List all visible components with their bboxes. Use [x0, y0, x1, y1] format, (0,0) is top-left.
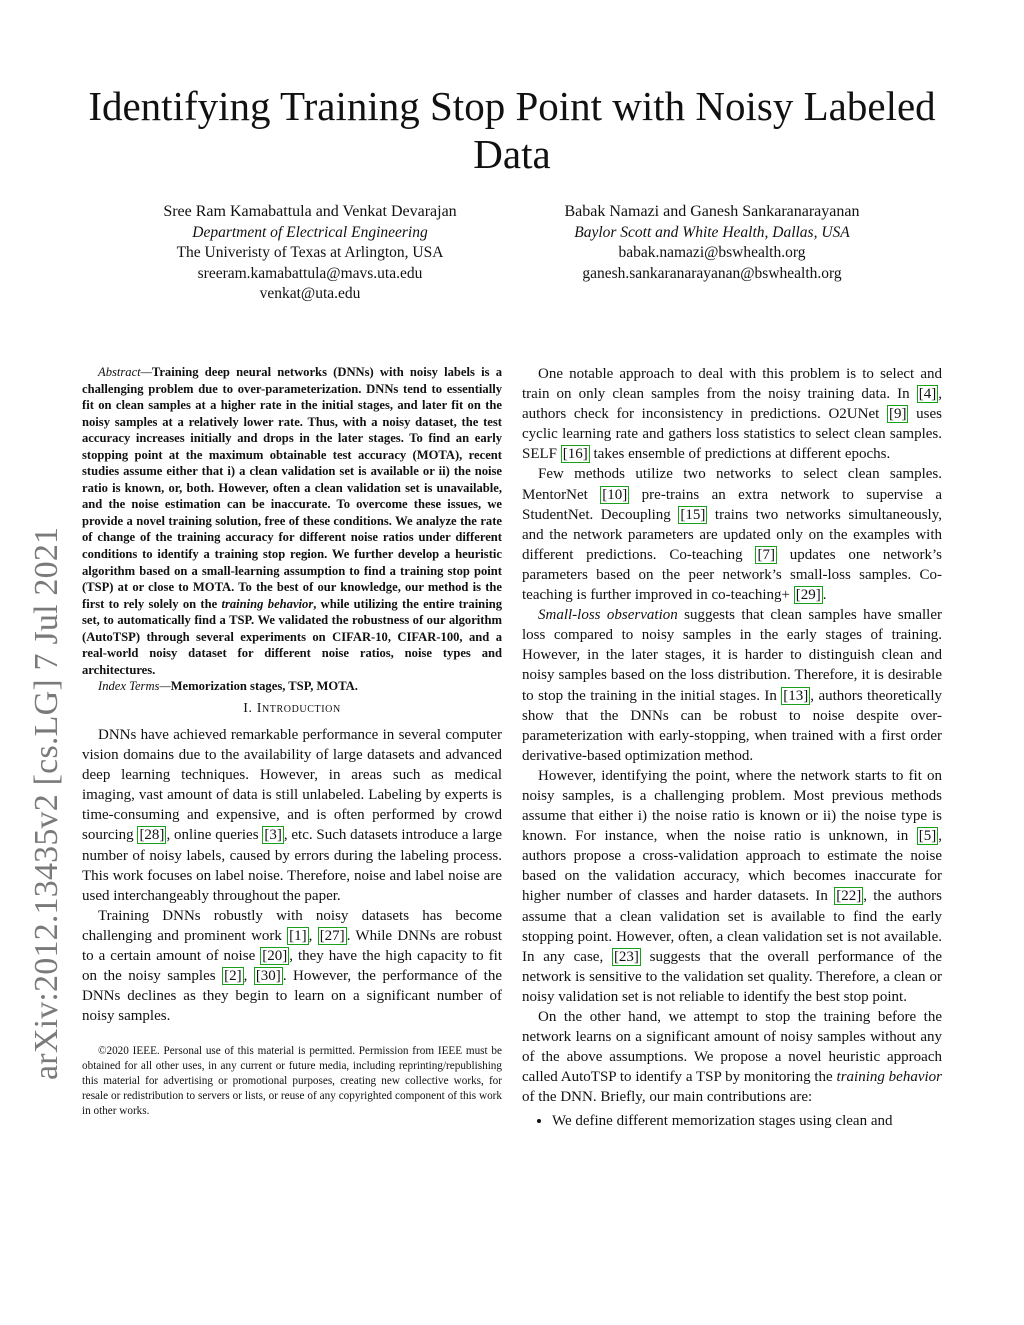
author-affil-left: The Univeristy of Texas at Arlington, USA: [176, 244, 444, 261]
citation-link[interactable]: [13]: [783, 687, 809, 704]
body-paragraph-4: [522, 766, 942, 1007]
text-run: , authors check for inconsistency in predictions. O2UNet: [522, 386, 942, 423]
text-run: ,: [308, 927, 318, 944]
author-dept-left: Department of Electrical Engineering: [192, 223, 428, 241]
text-run: , online queries: [166, 827, 263, 844]
text-run: ,: [243, 968, 254, 985]
emphasis-text: Small-loss observation: [538, 607, 678, 624]
intro-paragraph-2: [82, 906, 502, 1027]
text-run: .: [822, 587, 827, 604]
index-terms: [82, 678, 502, 695]
citation-link[interactable]: [23]: [613, 948, 639, 965]
text-run: , the authors assume that a clean validation set is available to find the early stopping point. However, often, a clean validation set is not available. In any case,: [522, 888, 943, 965]
citation-link[interactable]: [7]: [757, 546, 775, 563]
citation-link[interactable]: [4]: [918, 386, 937, 403]
author-email-right-2[interactable]: ganesh.sankaranarayanan@bswhealth.org: [582, 264, 842, 282]
text-run: Training DNNs robustly with noisy datasets has become challenging and prominent work: [82, 907, 502, 944]
abstract-emphasis: training behavior: [221, 596, 314, 611]
body-paragraph-1: [522, 364, 942, 464]
text-run: pre-trains an extra network to supervise a StudentNet. Decoupling: [522, 486, 942, 523]
text-run: , etc. Such datasets introduce a large number of noisy labels, caused by errors during the labeling process. This work focuses on label noise. Therefore, noise and label noise are used interchangeably throughout the paper.: [82, 827, 502, 904]
text-run: suggests that the overall performance of the network is sensitive to the validation set quality. Therefore, a clean or noisy validation set is not reliable to identify the best stop point.: [522, 948, 943, 1005]
text-run: . While DNNs are robust to a certain amount of noise: [82, 927, 503, 965]
index-terms-label: Index Terms—: [98, 679, 171, 694]
paper-title: Identifying Training Stop Point with Noisy Labeled Data: [88, 83, 936, 177]
abstract: [82, 364, 502, 678]
author-block-right: [512, 202, 912, 284]
body-paragraph-5: [522, 1007, 942, 1107]
citation-link[interactable]: [28]: [139, 827, 165, 844]
index-terms-text: Memorization stages, TSP, MOTA.: [170, 679, 358, 694]
citation-link[interactable]: [3]: [264, 827, 282, 844]
citation-link[interactable]: [29]: [795, 587, 821, 604]
abstract-text-2: , while utilizing the entire training set, to automatically find a TSP. We validated the robustness of our algorithm (AutoTSP) through several experiments on CIFAR-10, CIFAR-100, and a real-world noisy dataset for different noise ratios, noise types and architectures.: [82, 596, 502, 677]
citation-link[interactable]: [20]: [262, 948, 288, 965]
text-run: . However, the performance of the DNNs declines as they begin to learn on a significant number of noisy samples.: [82, 968, 503, 1025]
section-number: I.: [243, 700, 257, 716]
arxiv-identifier: arXiv:2012.13435v2 [cs.LG] 7 Jul 2021: [28, 526, 65, 1080]
list-item: • We define different memorization stages using clean and: [552, 1111, 942, 1131]
abstract-text-1: Training deep neural networks (DNNs) with noisy labels is a challenging problem due to over-parameterization. DNNs tend to essentially fit on clean samples at a higher rate in the initial stages, and later fit on the noisy samples at a relatively lower rate. Thus, with a noisy dataset, the test accuracy increases initially and drops in the later stages. To find an early stopping point at the maximum obtainable test accuracy (MOTA), recent studies assume either that i) a clean validation set is available or ii) the noise ratio is known, or, both. However, often a clean validation set is unavailable, and the noise estimation can be inaccurate. To overcome these issues, we provide a novel training solution, free of these conditions. We analyze the rate of change of the training accuracy for different noise ratios under different conditions to identify a training stop region. We further develop a heuristic algorithm based on a small-learning assumption to find a training stop point (TSP) at or close to MOTA. To the best of our knowledge, our method is the first to rely solely on the: [82, 365, 502, 611]
text-run: takes ensemble of predictions at different epochs.: [589, 446, 891, 463]
text-run: , authors propose a cross-validation approach to estimate the noise based on the validation accuracy, which becomes inaccurate for higher number of classes and harder datasets. In: [522, 828, 942, 905]
citation-link[interactable]: [27]: [319, 927, 345, 944]
author-email-left-2[interactable]: venkat@uta.edu: [259, 285, 361, 302]
citation-link[interactable]: [2]: [224, 968, 242, 985]
body-paragraph-2: [522, 464, 942, 605]
emphasis-text: training behavior: [836, 1069, 942, 1086]
text-run: One notable approach to deal with this problem is to select and train on only clean samples from the noisy training data. In: [522, 366, 942, 403]
body-paragraph-3: [522, 605, 942, 766]
text-run: , they have the high capacity to fit on the noisy samples: [82, 948, 502, 985]
text-run: uses cyclic learning rate and gathers loss statistics to select clean samples. SELF: [522, 406, 942, 463]
left-column: [82, 364, 502, 1119]
section-heading: [82, 699, 502, 719]
author-names-left: Sree Ram Kamabattula and Venkat Devarajan: [163, 203, 457, 220]
copyright-notice: ©2020 IEEE. Personal use of this material is permitted. Permission from IEEE must be obtained for all other uses, in any current or future media, including reprinting/republishing this material for advertising or promotional purposes, creating new collective works, for resale or redistribution to servers or lists, or reuse of any copyrighted component of this work in other works.: [82, 1045, 502, 1118]
text-run: DNNs have achieved remarkable performance in several computer vision domains due to the availability of large datasets and advanced deep learning techniques. However, in areas such as medical imaging, vast amount of data is still unlabeled. Labeling by experts is time-consuming and expensive, and is often performed by crowd sourcing: [82, 726, 502, 844]
section-title: Introduction: [256, 700, 341, 716]
contributions-list: [522, 1111, 942, 1131]
citation-link[interactable]: [22]: [836, 888, 862, 905]
citation-link[interactable]: [16]: [562, 446, 588, 463]
author-names-right: Babak Namazi and Ganesh Sankaranarayanan: [564, 203, 860, 220]
text-run: suggests that clean samples have smaller loss compared to noisy samples in the early stages of training. However, in the later stages, it is harder to distinguish clean and noisy samples based on the loss distribution. Therefore, it is desirable to stop the training in the initial stages. In: [522, 607, 942, 704]
text-run: of the DNN. Briefly, our main contributions are:: [522, 1089, 813, 1106]
author-affil-right: Baylor Scott and White Health, Dallas, USA: [574, 223, 850, 241]
citation-link[interactable]: [15]: [680, 506, 706, 523]
author-email-left-1[interactable]: sreeram.kamabattula@mavs.uta.edu: [197, 264, 423, 282]
right-column: [522, 364, 942, 1132]
abstract-label: Abstract—: [98, 365, 152, 379]
text-run: trains two networks simultaneously, and the network parameters are updated only on the examples with different predictions. Co-teaching: [522, 506, 942, 563]
text-run: On the other hand, we attempt to stop the training before the network learns on a significant amount of noisy samples without any of the above assumptions. We propose a novel heuristic approach called AutoTSP to identify a TSP by monitoring the: [522, 1009, 942, 1086]
text-run: updates one network’s parameters based on the peer network’s small-loss samples. Co-teaching is further improved in co-teaching+: [522, 546, 942, 604]
citation-link[interactable]: [9]: [888, 406, 907, 423]
author-block-left: [110, 202, 510, 305]
citation-link[interactable]: [30]: [255, 968, 281, 985]
citation-link[interactable]: [10]: [602, 486, 628, 503]
text-run: However, identifying the point, where the network starts to fit on noisy samples, is a challenging problem. Most previous methods assume that either i) the noise ratio is known or ii) the noise type is known. For instance, when the noise ratio is unknown, in: [522, 767, 942, 845]
text-run: , authors theoretically show that the DNNs can be robust to noise despite over-parameterization with early-stopping, when trained with a first order derivative-based optimization method.: [522, 687, 943, 764]
citation-link[interactable]: [5]: [918, 828, 937, 845]
citation-link[interactable]: [1]: [289, 927, 307, 944]
author-email-right-1[interactable]: babak.namazi@bswhealth.org: [618, 244, 806, 261]
text-run: Few methods utilize two networks to select clean samples. MentorNet: [522, 466, 942, 503]
intro-paragraph-1: [82, 725, 502, 906]
